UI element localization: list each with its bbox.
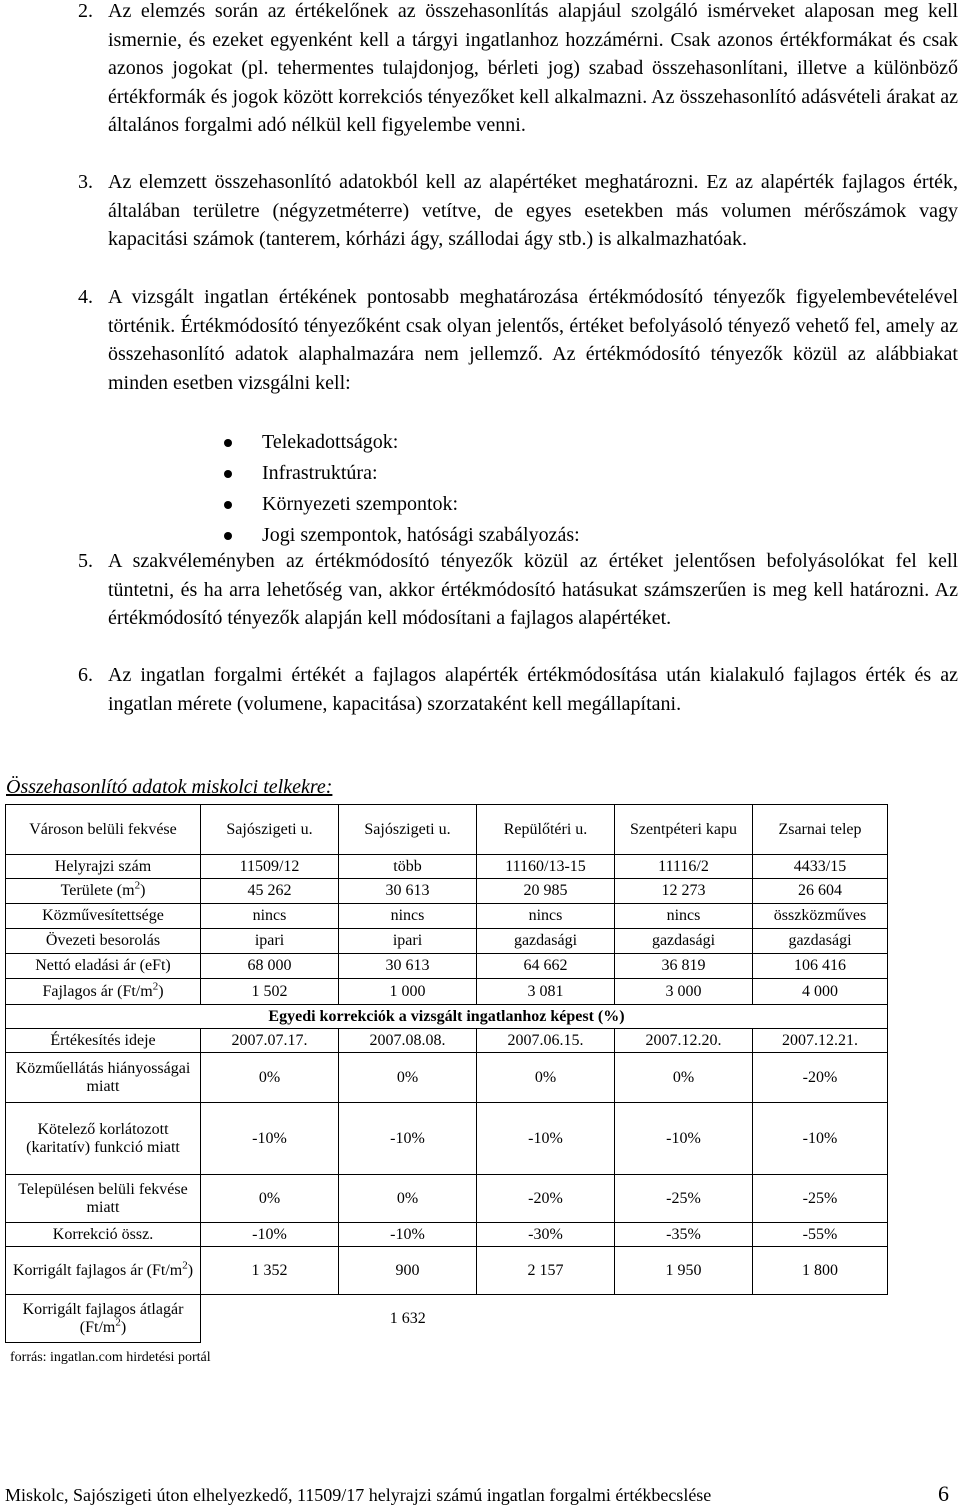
table-cell: 20 985: [477, 879, 615, 904]
list-number: 3.: [78, 171, 93, 193]
row-label: Közművesítettsége: [6, 904, 201, 929]
list-number: 2.: [78, 0, 93, 22]
row-label: Településen belüli fekvése miatt: [6, 1175, 201, 1223]
table-cell: 2007.07.17.: [201, 1029, 339, 1053]
table-header-row: [6, 805, 888, 855]
table-cell: 1 000: [339, 979, 477, 1005]
table-cell: -10%: [615, 1103, 753, 1175]
table-cell: 1 800: [753, 1247, 888, 1295]
table-cell: 45 262: [201, 879, 339, 904]
table-cell: 30 613: [339, 879, 477, 904]
bullet-icon: [224, 501, 232, 509]
row-label: Övezeti besorolás: [6, 929, 201, 954]
list-item-5: [78, 547, 958, 663]
table-cell: -55%: [753, 1223, 888, 1247]
bullet-icon: [224, 470, 232, 478]
table-row: [6, 1247, 888, 1295]
comparison-table: [5, 804, 888, 1343]
table-cell: -10%: [339, 1223, 477, 1247]
row-label: Korrigált fajlagos ár $(Ft/m^2)$: [6, 1247, 201, 1295]
empty-cell: [615, 1295, 888, 1343]
table-cell: 0%: [201, 1175, 339, 1223]
list-text: Az ingatlan forgalmi értékét a fajlagos alapérték értékmódosítása után kialakuló fajlagos érték és az ingatlan mérete (volumene, kapacitása) szorzataként kell megállapítani.: [108, 664, 958, 715]
table-cell: 0%: [339, 1053, 477, 1103]
row-label: Korrekció össz.: [6, 1223, 201, 1247]
table-row: [6, 879, 888, 904]
row-label: Kötelező korlátozott (karitatív) funkció miatt: [6, 1103, 201, 1175]
table-cell: ipari: [339, 929, 477, 954]
list-text: A vizsgált ingatlan értékének pontosabb meghatározása értékmódosító tényezők figyelembevételével történik. Értékmódosító tényezőként csak olyan jelentős, értéket befolyásoló tényező vehető fel, amely az összehasonlító adatok alaphalmazára nem jellemző. Az értékmódosító tényezők közül az alábbiakat minden esetben vizsgálni kell:: [108, 286, 958, 394]
corrections-title: Egyedi korrekciók a vizsgált ingatlanhoz képest (%): [6, 1005, 888, 1029]
table-cell: -10%: [477, 1103, 615, 1175]
table-cell: 11509/12: [201, 855, 339, 879]
table-cell: 0%: [339, 1175, 477, 1223]
table-cell: 3 081: [477, 979, 615, 1005]
page-footer: [0, 1481, 960, 1507]
table-cell: 0%: [201, 1053, 339, 1103]
table-cell: 1 950: [615, 1247, 753, 1295]
table-header-cell: Zsarnai telep: [753, 805, 888, 855]
list-number: 4.: [78, 286, 93, 308]
table-cell: 2007.08.08.: [339, 1029, 477, 1053]
table-cell: 4 000: [753, 979, 888, 1005]
table-cell: 26 604: [753, 879, 888, 904]
list-number: 5.: [78, 550, 93, 572]
table-cell: gazdasági: [753, 929, 888, 954]
table-cell: 4433/15: [753, 855, 888, 879]
table-cell: nincs: [201, 904, 339, 929]
table-header-cell: Szentpéteri kapu: [615, 805, 753, 855]
list-item-6: [78, 661, 958, 749]
table-cell: 0%: [615, 1053, 753, 1103]
table-cell: 1 352: [201, 1247, 339, 1295]
table-cell: gazdasági: [477, 929, 615, 954]
table-cell: 68 000: [201, 954, 339, 979]
table-cell: gazdasági: [615, 929, 753, 954]
table-cell: ipari: [201, 929, 339, 954]
table-cell: -20%: [753, 1053, 888, 1103]
table-row: [6, 954, 888, 979]
row-label: Helyrajzi szám: [6, 855, 201, 879]
table-cell: 2 157: [477, 1247, 615, 1295]
bullet-icon: [224, 439, 232, 447]
table-cell: 1 502: [201, 979, 339, 1005]
row-label: Nettó eladási ár (eFt): [6, 954, 201, 979]
table-cell: 2007.12.21.: [753, 1029, 888, 1053]
list-number: 6.: [78, 664, 93, 686]
table-cell: 36 819: [615, 954, 753, 979]
table-header-cell: Városon belüli fekvése: [6, 805, 201, 855]
table-cell: nincs: [339, 904, 477, 929]
table-cell: 0%: [477, 1053, 615, 1103]
table-cell: -10%: [339, 1103, 477, 1175]
list-item-2: [78, 0, 958, 169]
row-label: Területe $(m^2)$: [6, 879, 201, 904]
table-header-cell: Sajószigeti u.: [339, 805, 477, 855]
table-cell: 3 000: [615, 979, 753, 1005]
list-text: Az elemzett összehasonlító adatokból kell az alapértéket meghatározni. Ez az alapérték fajlagos érték, általában területre (négyzetméterre) vetítve, de egyes esetekben más volumen mérőszámok vagy kapacitási számok (tanterem, kórházi ágy, szállodai ágy stb.) is alkalmazhatóak.: [108, 171, 958, 250]
table-cell: 12 273: [615, 879, 753, 904]
bullet-icon: [224, 532, 232, 540]
corrections-title-row: [6, 1005, 888, 1029]
table-cell: nincs: [477, 904, 615, 929]
table-cell: -25%: [753, 1175, 888, 1223]
list-text: A szakvéleményben az értékmódosító tényezők közül az értéket jelentősen befolyásolókat fel kell tüntetni, és ha arra lehetőség van, akkor értékmódosító hatásukat számszerűen is meg kell határozni. Az értékmódosító tényezők alapján kell módosítani a fajlagos alapértéket.: [108, 550, 958, 629]
row-label: Fajlagos ár $(Ft/m^2)$: [6, 979, 201, 1005]
source-note: forrás: ingatlan.com hirdetési portál: [10, 1350, 211, 1365]
table-row: [6, 1029, 888, 1053]
table-cell: nincs: [615, 904, 753, 929]
table-cell: 2007.06.15.: [477, 1029, 615, 1053]
row-label: Korrigált fajlagos átlagár $(Ft/m^2)$: [6, 1295, 201, 1343]
table-cell: 11160/13-15: [477, 855, 615, 879]
section-title: Összehasonlító adatok miskolci telkekre:: [6, 776, 333, 798]
table-row: [6, 929, 888, 954]
table-row: [6, 1223, 888, 1247]
list-text: Az elemzés során az értékelőnek az összehasonlítás alapjául szolgáló ismérveket alaposan meg kell ismernie, és ezeket egyenként kell a tárgyi ingatlanhoz hozzámérni. Csak azonos értékformákat és csak azonos jogokat (pl. tehermentes tulajdonjog, bérleti jog) szabad összehasonlítani, illetve a különböző értékformák és jogok között korrekciós tényezőket kell alkalmazni. Az összehasonlító adásvételi árakat az általános forgalmi adó nélkül kell figyelembe venni.: [108, 0, 958, 136]
row-label: Értékesítés ideje: [6, 1029, 201, 1053]
table-row: [6, 855, 888, 879]
table-cell: 11116/2: [615, 855, 753, 879]
table-cell: -10%: [201, 1223, 339, 1247]
table-header-cell: Sajószigeti u.: [201, 805, 339, 855]
table-cell: 2007.12.20.: [615, 1029, 753, 1053]
table-cell: 900: [339, 1247, 477, 1295]
list-item-4: [78, 283, 958, 429]
table-row: [6, 1103, 888, 1175]
table-row: [6, 979, 888, 1005]
page-number: 6: [938, 1481, 949, 1506]
table-cell: -10%: [201, 1103, 339, 1175]
table-row: [6, 1053, 888, 1103]
average-row: [6, 1295, 888, 1343]
table-header-cell: Repülőtéri u.: [477, 805, 615, 855]
table-cell: -25%: [615, 1175, 753, 1223]
table-cell: -30%: [477, 1223, 615, 1247]
table-cell: -20%: [477, 1175, 615, 1223]
table-cell: 64 662: [477, 954, 615, 979]
table-cell: -35%: [615, 1223, 753, 1247]
list-item-3: [78, 168, 958, 284]
row-label: Közműellátás hiányosságai miatt: [6, 1053, 201, 1103]
footer-text: Miskolc, Sajószigeti úton elhelyezkedő, 11509/17 helyrajzi számú ingatlan forgalmi értékbecslése: [5, 1485, 712, 1505]
table-cell: összközműves: [753, 904, 888, 929]
table-cell: több: [339, 855, 477, 879]
table-row: [6, 1175, 888, 1223]
table-cell: 30 613: [339, 954, 477, 979]
table-cell: 106 416: [753, 954, 888, 979]
table-cell: -10%: [753, 1103, 888, 1175]
table-row: [6, 904, 888, 929]
average-value: 1 632: [389, 1309, 426, 1327]
